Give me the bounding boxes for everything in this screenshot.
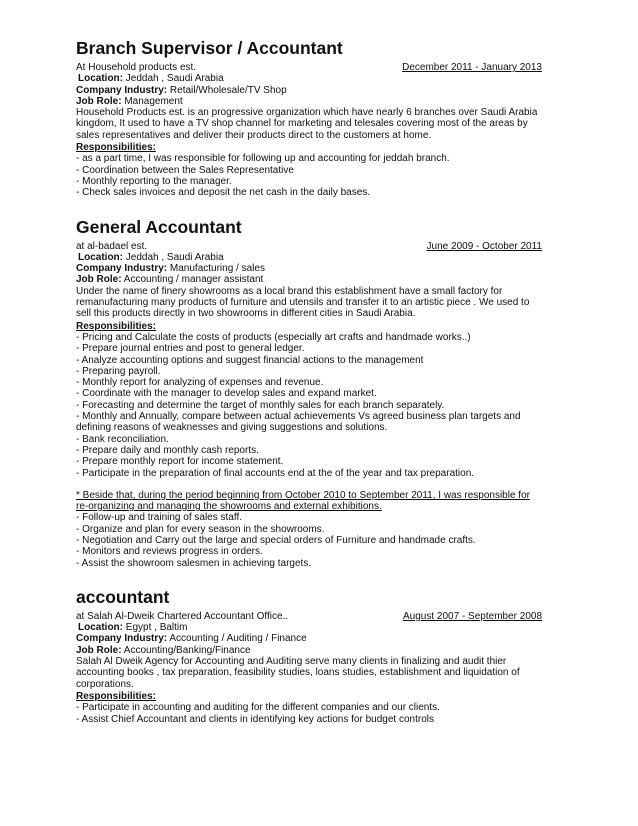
responsibilities-heading: Responsibilities: xyxy=(76,690,157,702)
responsibilities-list xyxy=(76,332,550,479)
industry-value: Retail/Wholesale/TV Shop xyxy=(169,84,287,96)
description-line: Household Products est. is an progressive organization which have nearly 6 branches over Saudi Arabia xyxy=(76,107,538,119)
employer-row xyxy=(76,62,550,73)
employment-dates: December 2011 - January 2013 xyxy=(402,62,542,73)
description-line: accounting books , tax preparation, feasibility studies, loans studies, establishment and liquidation of xyxy=(76,667,520,679)
job-title: Branch Supervisor / Accountant xyxy=(76,38,343,58)
list-item: - Negotiation and Carry out the large and special orders of Furniture and handmade crafts. xyxy=(76,534,476,546)
industry-line xyxy=(76,263,550,274)
list-item: - Monthly report for analyzing of expenses and revenue. xyxy=(76,377,324,389)
industry-line xyxy=(76,85,550,96)
employer-name: At Household products est. xyxy=(76,62,197,73)
industry-label: Company Industry: xyxy=(76,263,168,275)
responsibilities-heading: Responsibilities: xyxy=(76,142,157,154)
responsibilities-list xyxy=(76,153,550,198)
resume-page xyxy=(76,38,550,725)
list-item: defining reasons of weaknesses and giving suggestions and solutions. xyxy=(76,422,388,434)
location-label: Location: xyxy=(78,622,123,634)
role-value: Accounting / manager assistant xyxy=(123,274,264,286)
list-item: - Pricing and Calculate the costs of products (especially art crafts and handmade works..) xyxy=(76,331,471,343)
role-line xyxy=(76,96,550,107)
list-item: - Prepare journal entries and post to general ledger. xyxy=(76,343,305,355)
description-line: corporations. xyxy=(76,678,134,690)
job-entry-3 xyxy=(76,587,550,725)
location-value: Egypt , Baltim xyxy=(125,622,188,634)
location-line xyxy=(76,73,550,84)
role-label: Job Role: xyxy=(76,95,122,107)
description-line: sell this products directly in two showrooms in different cities in Saudi Arabia. xyxy=(76,308,416,320)
description-line: Under the name of finery showrooms as a local brand this establishment have a small factory for xyxy=(76,285,503,297)
list-item: - Participate in the preparation of final accounts end at the of the year and tax preparation. xyxy=(76,467,475,479)
list-item: - Check sales invoices and deposit the net cash in the daily bases. xyxy=(76,187,371,199)
location-label: Location: xyxy=(78,73,123,85)
role-label: Job Role: xyxy=(76,644,122,656)
list-item: - Coordinate with the manager to develop sales and expand market. xyxy=(76,388,377,400)
note-items-list xyxy=(76,512,550,568)
description-line: sales representatives and deliver their products direct to the customers at home. xyxy=(76,129,432,141)
list-item: - Preparing payroll. xyxy=(76,365,161,377)
list-item: - Prepare daily and monthly cash reports. xyxy=(76,444,259,456)
role-line xyxy=(76,274,550,285)
list-item: - Follow-up and training of sales staff. xyxy=(76,512,243,524)
location-line xyxy=(76,252,550,263)
location-value: Jeddah , Saudi Arabia xyxy=(125,73,224,85)
description-line: kingdom, It used to have a TV shop channel for marketing and telesales covering most of the areas by xyxy=(76,118,528,130)
list-item: - as a part time, I was responsible for following up and accounting for jeddah branch. xyxy=(76,153,450,165)
role-line xyxy=(76,645,550,656)
location-line xyxy=(76,622,550,633)
employer-row xyxy=(76,611,550,622)
location-label: Location: xyxy=(78,251,123,263)
list-item: - Organize and plan for every season in the showrooms. xyxy=(76,523,325,535)
job-entry-2 xyxy=(76,217,550,569)
description-line: Salah Al Dweik Agency for Accounting and Auditing serve many clients in finalizing and audit thier xyxy=(76,656,507,668)
job-title: General Accountant xyxy=(76,216,242,237)
employer-name: at Salah Al-Dweik Chartered Accountant Office.. xyxy=(76,610,289,622)
location-value: Jeddah , Saudi Arabia xyxy=(125,251,224,263)
employer-row xyxy=(76,241,550,252)
list-item: - Assist the showroom salesmen in achieving targets. xyxy=(76,557,312,569)
industry-value: Manufacturing / sales xyxy=(169,263,265,275)
employment-dates: June 2009 - October 2011 xyxy=(426,240,542,252)
responsibilities-list xyxy=(76,702,550,725)
list-item: - Bank reconciliation. xyxy=(76,433,169,445)
role-value: Management xyxy=(124,95,183,107)
list-item: - Assist Chief Accountant and clients in identifying key actions for budget controls xyxy=(76,713,434,725)
list-item: - Participate in accounting and auditing for the different companies and our clients. xyxy=(76,702,440,714)
industry-value: Accounting / Auditing / Finance xyxy=(169,633,307,645)
role-value: Accounting/Banking/Finance xyxy=(123,644,251,656)
industry-label: Company Industry: xyxy=(76,633,168,645)
list-item: - Monitors and reviews progress in orders. xyxy=(76,546,263,558)
list-item: - Analyze accounting options and suggest financial actions to the management xyxy=(76,354,424,366)
industry-label: Company Industry: xyxy=(76,84,168,96)
role-label: Job Role: xyxy=(76,274,122,286)
description-line: remanufacturing many products of furniture and utensils and transfer it to an artistic piece . We used to xyxy=(76,297,530,309)
employer-name: at al-badael est. xyxy=(76,240,148,252)
industry-line xyxy=(76,633,550,644)
job-entry-1 xyxy=(76,38,550,199)
list-item: - Monthly reporting to the manager. xyxy=(76,175,232,187)
additional-note: * Beside that, during the period beginning from October 2010 to September 2011, I was responsible for xyxy=(76,489,530,501)
list-item: - Monthly and Annually, compare between actual achievements Vs agreed business plan targets and xyxy=(76,411,521,423)
job-title: accountant xyxy=(76,586,170,607)
list-item: - Prepare monthly report for income statement. xyxy=(76,456,284,468)
list-item: - Coordination between the Sales Representative xyxy=(76,164,294,176)
additional-note: re-organizing and managing the showrooms and external exhibitions. xyxy=(76,501,382,513)
employment-dates: August 2007 - September 2008 xyxy=(403,610,542,622)
responsibilities-heading: Responsibilities: xyxy=(76,320,157,332)
list-item: - Forecasting and determine the target of monthly sales for each branch separately. xyxy=(76,399,445,411)
